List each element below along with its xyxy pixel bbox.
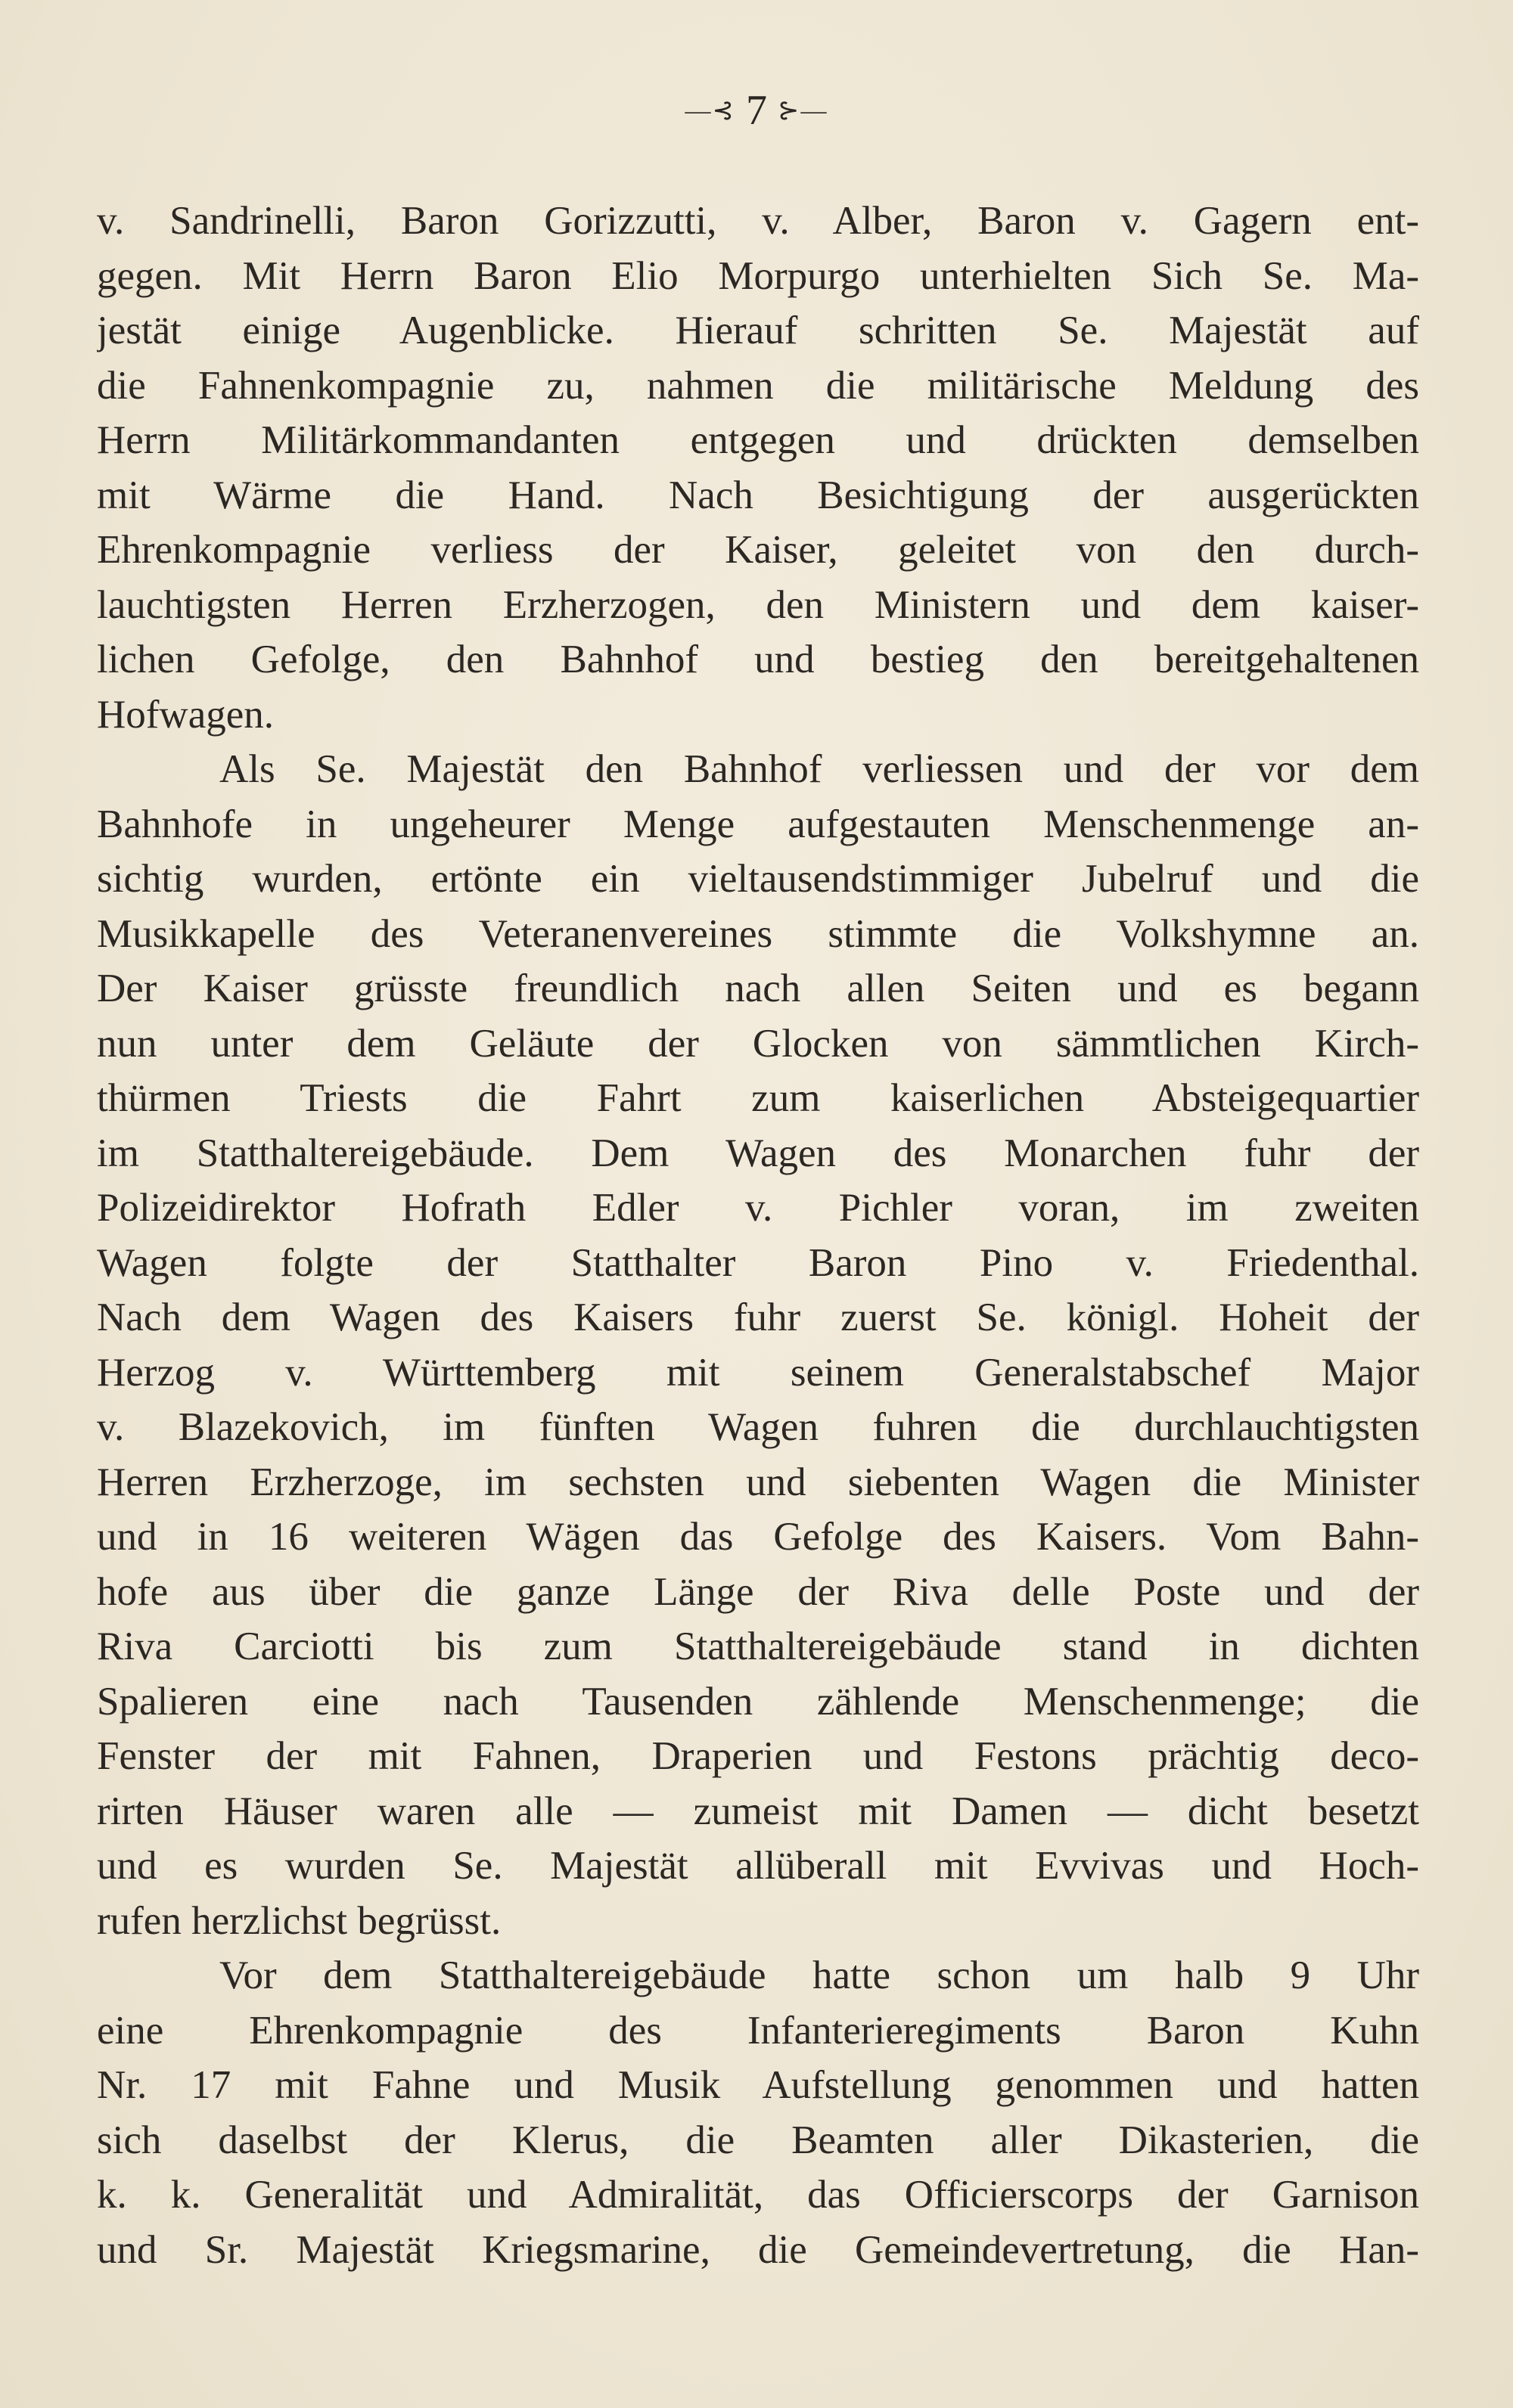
text-line: sich daselbst der Klerus, die Beamten aller Dikasterien, die: [97, 2118, 1419, 2162]
text-line: jestät einige Augenblicke. Hierauf schritten Se. Majestät auf: [97, 309, 1419, 352]
text-line: k. k. Generalität und Admiralität, das Officierscorps der Garnison: [97, 2173, 1419, 2217]
text-line: rufen herzlichst begrüsst.: [97, 1898, 502, 1943]
text-line: im Statthaltereigebäude. Dem Wagen des Monarchen fuhr der: [97, 1131, 1419, 1175]
text-line: Vor dem Statthaltereigebäude hatte schon um halb 9 Uhr: [219, 1953, 1419, 1997]
text-line: Wagen folgte der Statthalter Baron Pino v. Friedenthal.: [97, 1240, 1419, 1285]
text-line: v. Blazekovich, im fünften Wagen fuhren die durchlauchtigsten: [97, 1405, 1419, 1449]
ornament-right: ⊱—: [778, 97, 828, 126]
text-line: Musikkapelle des Veteranenvereines stimmte die Volkshymne an.: [97, 911, 1419, 956]
running-head: [0, 89, 1513, 132]
text-line: hofe aus über die ganze Länge der Riva delle Poste und der: [97, 1569, 1419, 1614]
text-line: Fenster der mit Fahnen, Draperien und Festons prächtig deco-: [97, 1734, 1419, 1778]
text-line: und Sr. Majestät Kriegsmarine, die Gemeindevertretung, die Han-: [97, 2227, 1419, 2272]
text-line: Herzog v. Württemberg mit seinem Generalstabschef Major: [97, 1350, 1419, 1395]
text-line: Riva Carciotti bis zum Statthaltereigebäude stand in dichten: [97, 1624, 1419, 1668]
text-line: eine Ehrenkompagnie des Infanterieregiments Baron Kuhn: [97, 2008, 1419, 2053]
text-line: Nr. 17 mit Fahne und Musik Aufstellung genommen und hatten: [97, 2063, 1419, 2107]
ornament-left: —⊰: [685, 97, 735, 126]
text-line: Bahnhofe in ungeheurer Menge aufgestauten Menschenmenge an-: [97, 802, 1419, 846]
paragraph-3: [97, 1948, 1419, 2277]
text-line: rirten Häuser waren alle — zumeist mit Damen — dicht besetzt: [97, 1789, 1419, 1833]
text-line: lichen Gefolge, den Bahnhof und bestieg den bereitgehaltenen: [97, 638, 1419, 681]
page-number: 7: [746, 87, 767, 134]
text-line: und es wurden Se. Majestät allüberall mit Evvivas und Hoch-: [97, 1844, 1419, 1888]
text-line: nun unter dem Geläute der Glocken von sämmtlichen Kirch-: [97, 1021, 1419, 1066]
text-line: Herren Erzherzoge, im sechsten und siebenten Wagen die Minister: [97, 1460, 1419, 1504]
text-line: v. Sandrinelli, Baron Gorizzutti, v. Alber, Baron v. Gagern ent-: [97, 199, 1419, 243]
text-line: sichtig wurden, ertönte ein vieltausendstimmiger Jubelruf und die: [97, 857, 1419, 901]
text-line: Als Se. Majestät den Bahnhof verliessen und der vor dem: [219, 747, 1419, 791]
text-line: und in 16 weiteren Wägen das Gefolge des Kaisers. Vom Bahn-: [97, 1515, 1419, 1559]
paragraph-2: [97, 742, 1419, 1948]
text-line: Der Kaiser grüsste freundlich nach allen Seiten und es begann: [97, 967, 1419, 1010]
text-line: Hofwagen.: [97, 692, 274, 737]
text-line: Spalieren eine nach Tausenden zählende Menschenmenge; die: [97, 1679, 1419, 1724]
body-text: [97, 194, 1419, 2277]
text-line: mit Wärme die Hand. Nach Besichtigung der ausgerückten: [97, 473, 1419, 517]
text-line: die Fahnenkompagnie zu, nahmen die militärische Meldung des: [97, 363, 1419, 408]
paragraph-1: [97, 194, 1419, 742]
text-line: lauchtigsten Herren Erzherzogen, den Ministern und dem kaiser-: [97, 582, 1419, 627]
text-line: thürmen Triests die Fahrt zum kaiserlichen Absteigequartier: [97, 1076, 1419, 1120]
text-line: Polizeidirektor Hofrath Edler v. Pichler voran, im zweiten: [97, 1186, 1419, 1230]
text-line: gegen. Mit Herrn Baron Elio Morpurgo unterhielten Sich Se. Ma-: [97, 253, 1419, 298]
text-line: Herrn Militärkommandanten entgegen und drückten demselben: [97, 418, 1419, 462]
text-line: Ehrenkompagnie verliess der Kaiser, geleitet von den durch-: [97, 528, 1419, 572]
text-line: Nach dem Wagen des Kaisers fuhr zuerst Se. königl. Hoheit der: [97, 1296, 1419, 1339]
